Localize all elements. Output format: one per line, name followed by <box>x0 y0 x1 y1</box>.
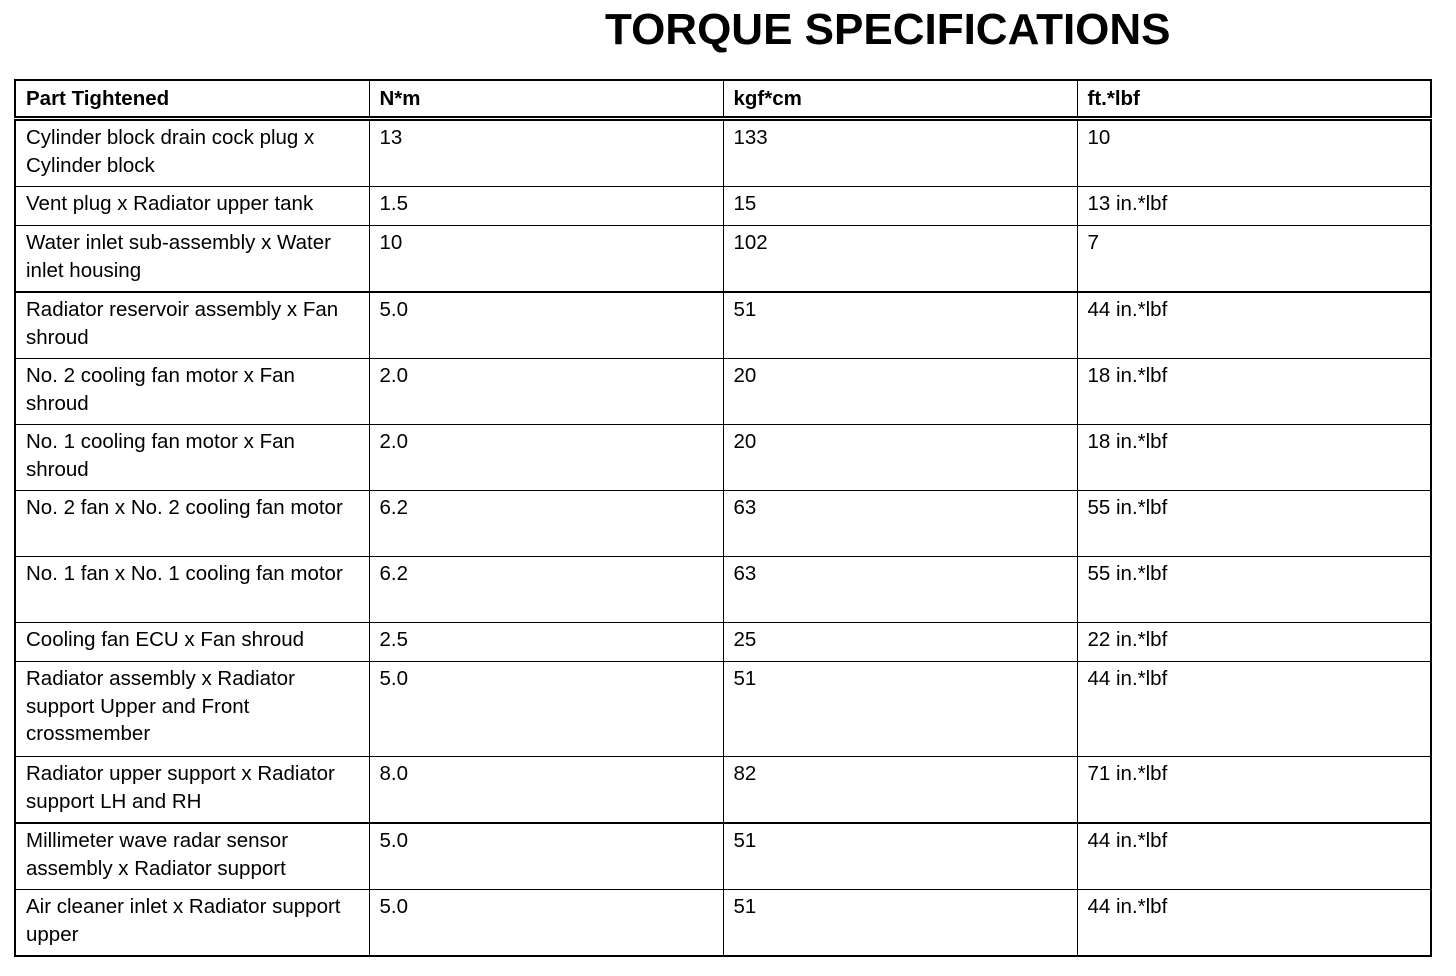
cell-kgfcm: 15 <box>723 187 1077 226</box>
cell-kgfcm: 51 <box>723 292 1077 359</box>
cell-nm: 1.5 <box>369 187 723 226</box>
table-row <box>15 491 1431 557</box>
cell-part: Air cleaner inlet x Radiator support upper <box>15 890 369 957</box>
cell-kgfcm: 20 <box>723 425 1077 491</box>
cell-kgfcm: 25 <box>723 623 1077 662</box>
cell-nm: 6.2 <box>369 491 723 557</box>
cell-ftlbf: 10 <box>1077 119 1431 187</box>
table-row <box>15 359 1431 425</box>
cell-nm: 2.0 <box>369 425 723 491</box>
cell-kgfcm: 63 <box>723 491 1077 557</box>
table-row <box>15 662 1431 757</box>
header-newton-meter: N*m <box>369 80 723 119</box>
cell-ftlbf: 18 in.*lbf <box>1077 359 1431 425</box>
cell-nm: 5.0 <box>369 292 723 359</box>
header-ft-lbf: ft.*lbf <box>1077 80 1431 119</box>
cell-ftlbf: 7 <box>1077 226 1431 293</box>
cell-kgfcm: 51 <box>723 823 1077 890</box>
cell-part: Millimeter wave radar sensor assembly x Radiator support <box>15 823 369 890</box>
header-kgf-cm: kgf*cm <box>723 80 1077 119</box>
table-header-row <box>15 80 1431 119</box>
table-row <box>15 119 1431 187</box>
cell-kgfcm: 82 <box>723 757 1077 824</box>
cell-kgfcm: 20 <box>723 359 1077 425</box>
cell-part: Radiator assembly x Radiator support Upper and Front crossmember <box>15 662 369 757</box>
cell-kgfcm: 63 <box>723 557 1077 623</box>
cell-ftlbf: 55 in.*lbf <box>1077 557 1431 623</box>
table-row <box>15 757 1431 824</box>
cell-kgfcm: 133 <box>723 119 1077 187</box>
cell-part: No. 2 fan x No. 2 cooling fan motor <box>15 491 369 557</box>
cell-nm: 2.5 <box>369 623 723 662</box>
cell-ftlbf: 18 in.*lbf <box>1077 425 1431 491</box>
cell-part: No. 2 cooling fan motor x Fan shroud <box>15 359 369 425</box>
cell-ftlbf: 71 in.*lbf <box>1077 757 1431 824</box>
cell-part: Cylinder block drain cock plug x Cylinder block <box>15 119 369 187</box>
table-row <box>15 823 1431 890</box>
cell-kgfcm: 102 <box>723 226 1077 293</box>
cell-part: No. 1 cooling fan motor x Fan shroud <box>15 425 369 491</box>
cell-nm: 2.0 <box>369 359 723 425</box>
table-row <box>15 557 1431 623</box>
table-row <box>15 425 1431 491</box>
header-part-tightened: Part Tightened <box>15 80 369 119</box>
cell-ftlbf: 22 in.*lbf <box>1077 623 1431 662</box>
cell-nm: 5.0 <box>369 823 723 890</box>
cell-part: Radiator upper support x Radiator support LH and RH <box>15 757 369 824</box>
torque-spec-table <box>14 79 1432 957</box>
cell-ftlbf: 44 in.*lbf <box>1077 890 1431 957</box>
table-row <box>15 226 1431 293</box>
cell-nm: 5.0 <box>369 662 723 757</box>
table-row <box>15 187 1431 226</box>
cell-part: Radiator reservoir assembly x Fan shroud <box>15 292 369 359</box>
cell-ftlbf: 44 in.*lbf <box>1077 292 1431 359</box>
page-title: TORQUE SPECIFICATIONS <box>605 5 1171 54</box>
cell-nm: 5.0 <box>369 890 723 957</box>
cell-ftlbf: 13 in.*lbf <box>1077 187 1431 226</box>
cell-kgfcm: 51 <box>723 662 1077 757</box>
cell-ftlbf: 44 in.*lbf <box>1077 662 1431 757</box>
cell-ftlbf: 55 in.*lbf <box>1077 491 1431 557</box>
cell-nm: 6.2 <box>369 557 723 623</box>
cell-part: Vent plug x Radiator upper tank <box>15 187 369 226</box>
table-row <box>15 890 1431 957</box>
cell-kgfcm: 51 <box>723 890 1077 957</box>
cell-nm: 13 <box>369 119 723 187</box>
cell-nm: 8.0 <box>369 757 723 824</box>
table-row <box>15 292 1431 359</box>
table-row <box>15 623 1431 662</box>
cell-part: Water inlet sub-assembly x Water inlet housing <box>15 226 369 293</box>
cell-part: No. 1 fan x No. 1 cooling fan motor <box>15 557 369 623</box>
cell-ftlbf: 44 in.*lbf <box>1077 823 1431 890</box>
cell-nm: 10 <box>369 226 723 293</box>
cell-part: Cooling fan ECU x Fan shroud <box>15 623 369 662</box>
